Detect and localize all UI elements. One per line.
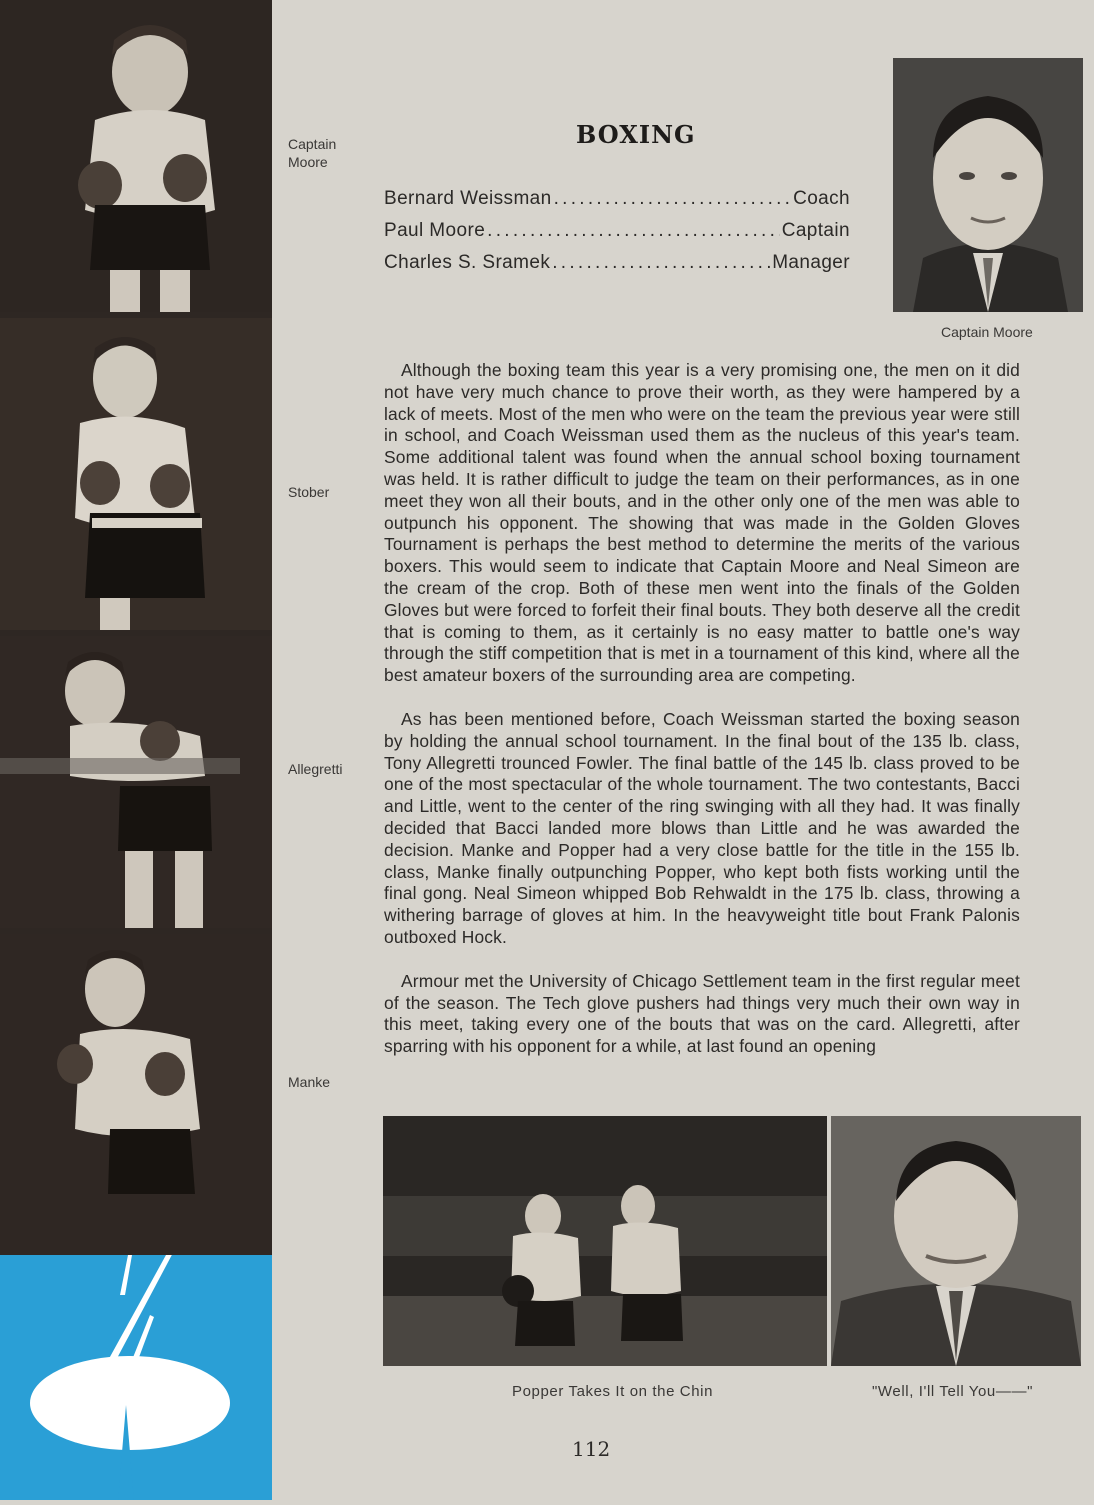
paragraph: Although the boxing team this year is a very promising one, the men on it did not have very much chance to prove their worth, as they were hampered by a lack of meets. Most of the men who were on the team the previous year were still in school, and Coach Weissman used them as the nucleus of this year's team. Some additional talent was found when the annual school boxing tournament was held. It is rather difficult to judge the team on their performances, as in one meet they won all their bouts, and in the other only one of the men was able to outpunch his opponent. The showing that was made in the Golden Gloves Tournament is perhaps the best method to determine the merits of the various boxers. This would seem to indicate that Captain Moore and Neal Simeon are the cream of the crop. Both of these men went into the finals of the Golden Gloves but were forced to forfeit their final bouts. They both deserve all the credit that is coming to them, as it certainly is no easy matter to battle one's way through the stiff competition that is met in a tournament of this kind, where all the best amateur boxers of the surrounding area are competing. (384, 360, 1020, 686)
boxer-figure-manke (0, 934, 272, 1255)
caption-coach-photo: "Well, I'll Tell You——" (872, 1383, 1033, 1400)
boxer-figure-moore (0, 0, 272, 312)
coach-portrait-figure (831, 1116, 1081, 1366)
boxing-match-scene (383, 1116, 827, 1366)
article-body (384, 360, 1020, 1058)
photo-coach-weissman (831, 1116, 1081, 1366)
dot-leader (552, 252, 770, 274)
paragraph: As has been mentioned before, Coach Weissman started the boxing season by holding the annual school tournament. In the final bout of the 135 lb. class, Tony Allegretti trounced Fowler. The final battle of the 145 lb. class proved to be one of the most spectacular of the whole tournament. The two contestants, Bacci and Little, went to the center of the ring swinging with all they had. It was finally decided that Bacci landed more blows than Little and he was awarded the decision. Manke and Popper had a very close battle for the title in the 155 lb. class, Manke finally outpunching Popper, who kept both fists working until the final gong. Neal Simeon whipped Bob Rehwaldt in the 175 lb. class, throwing a withering barrage of gloves at him. In the heavyweight title bout Frank Palonis outboxed Hock. (384, 708, 1020, 947)
staff-row-manager (384, 252, 850, 274)
blue-decorative-panel (0, 1255, 272, 1500)
caption-stober: Stober (288, 484, 330, 500)
staff-role: Captain (781, 220, 850, 241)
dot-leader (554, 188, 791, 210)
photo-allegretti (0, 636, 272, 928)
paragraph: Armour met the University of Chicago Settlement team in the first regular meet of the season. The Tech glove pushers had things very much their own way in this meet, taking every one of the bouts that was on the card. Allegretti, after sparring with his opponent for a while, at last found an opening (384, 970, 1020, 1057)
photo-captain-moore (0, 0, 272, 312)
portrait-captain-moore (893, 58, 1083, 312)
caption-allegretti: Allegretti (288, 761, 343, 777)
staff-row-captain (384, 220, 850, 242)
staff-name: Charles S. Sramek (384, 252, 551, 273)
page-number: 112 (572, 1437, 611, 1461)
dot-leader (487, 220, 780, 242)
caption-manke: Manke (288, 1074, 331, 1090)
staff-name: Bernard Weissman (384, 188, 552, 209)
photo-manke (0, 934, 272, 1255)
portrait-caption: Captain Moore (941, 324, 1033, 340)
staff-role: Coach (793, 188, 850, 209)
boxer-figure-allegretti (0, 636, 272, 928)
caption-captain-moore: Captain Moore (288, 136, 337, 170)
compass-emblem-graphic (0, 1255, 272, 1500)
staff-row-coach (384, 188, 850, 210)
page-title: BOXING (576, 120, 696, 149)
photo-stober (0, 318, 272, 630)
caption-match-photo: Popper Takes It on the Chin (512, 1383, 714, 1400)
staff-name: Paul Moore (384, 220, 486, 241)
portrait-figure (893, 58, 1083, 312)
boxer-figure-stober (0, 318, 272, 630)
photo-boxing-match (383, 1116, 827, 1366)
staff-role: Manager (772, 252, 850, 273)
